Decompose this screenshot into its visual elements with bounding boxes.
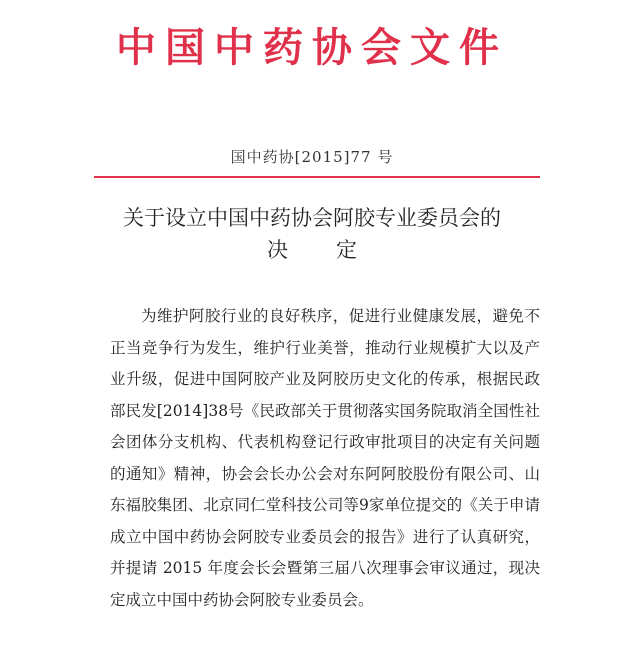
body-paragraph: 为维护阿胶行业的良好秩序，促进行业健康发展，避免不正当竞争行为发生，维护行业美誉，推动行业规模扩大以及产业升级，促进中国阿胶产业及阿胶历史文化的传承，根据民政部民发[2014]38号《民政部关于贯彻落实国务院取消全国性社会团体分支机构、代表机构登记行政审批项目的决定有关问题的通知》精神，协会会长办公会对东阿阿胶股份有限公司、山东福胶集团、北京同仁堂科技公司等9家单位提交的《关于申请成立中国中药协会阿胶专业委员会的报告》进行了认真研究，并提请 2015 年度会长会暨第三届八次理事会审议通过，现决定成立中国中药协会阿胶专业委员会。 <box>110 307 540 609</box>
header-divider-rule <box>94 176 540 178</box>
document-subject <box>0 202 624 266</box>
subject-line-2: 决定 <box>267 238 405 262</box>
document-number: 国中药协[2015]77 号 <box>230 148 394 166</box>
document-header-title: 中国中药协会文件 <box>116 24 508 71</box>
subject-line-1: 关于设立中国中药协会阿胶专业委员会的 <box>123 206 501 230</box>
